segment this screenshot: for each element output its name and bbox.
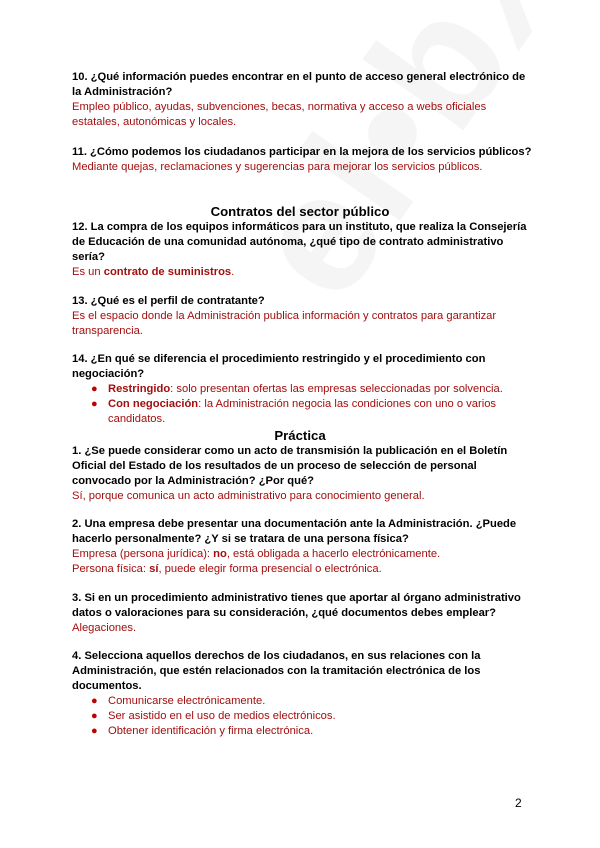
- question-10: [72, 70, 532, 130]
- list-item: [72, 724, 532, 739]
- bullet-dot-icon: ●: [91, 725, 98, 737]
- practice-question-4: [72, 649, 532, 739]
- answer-prefix: Persona física:: [72, 563, 150, 575]
- bullet-term: Restringido: [108, 383, 171, 395]
- answer-text: [72, 265, 532, 280]
- bullet-text: : solo presentan ofertas las empresas seleccionadas por solvencia.: [170, 383, 503, 395]
- question-13: [72, 294, 532, 339]
- answer-prefix: Es un: [72, 266, 104, 278]
- bullet-dot-icon: ●: [91, 398, 98, 410]
- bullet-text: Ser asistido en el uso de medios electrónicos.: [108, 710, 336, 722]
- practice-question-2: [72, 517, 532, 577]
- question-text: 14. ¿En qué se diferencia el procedimiento restringido y el procedimiento con negociación?: [72, 353, 486, 380]
- question-12: [72, 220, 532, 280]
- question-text: 10. ¿Qué información puedes encontrar en el punto de acceso general electrónico de la Administración?: [72, 71, 526, 98]
- answer-line-2: [72, 562, 532, 577]
- answer-suffix: .: [231, 266, 235, 278]
- list-item: [72, 694, 532, 709]
- page-number: 2: [515, 796, 522, 810]
- list-item: [72, 709, 532, 724]
- answer-suffix: , está obligada a hacerlo electrónicamente.: [226, 548, 441, 560]
- question-text: 11. ¿Cómo podemos los ciudadanos participar en la mejora de los servicios públicos?: [72, 146, 532, 158]
- question-14: [72, 352, 532, 427]
- section-heading-contratos: Contratos del sector público: [210, 204, 390, 219]
- bullet-text: Comunicarse electrónicamente.: [108, 695, 266, 707]
- answer-line-1: [72, 547, 532, 562]
- question-text: 1. ¿Se puede considerar como un acto de transmisión la publicación en el Boletín Oficial del Estado de los resultados de un proceso de selección de personal convocado por la Administración? ¿Por qué?: [72, 445, 508, 487]
- answer-text: Es el espacio donde la Administración publica información y contratos para garantizar transparencia.: [72, 310, 497, 337]
- practice-question-1: [72, 444, 532, 504]
- answer-prefix: Empresa (persona jurídica):: [72, 548, 214, 560]
- answer-bold: no: [213, 548, 227, 560]
- list-item: [72, 397, 532, 427]
- answer-text: Sí, porque comunica un acto administrativo para conocimiento general.: [72, 490, 425, 502]
- question-text: 12. La compra de los equipos informáticos para un instituto, que realiza la Consejería de Educación de una comunidad autónoma, ¿qué tipo de contrato administrativo sería?: [72, 221, 527, 263]
- answer-bold: sí: [149, 563, 159, 575]
- bullet-text: : la Administración negocia las condiciones con uno o varios candidatos.: [108, 398, 497, 425]
- question-text: 13. ¿Qué es el perfil de contratante?: [72, 295, 265, 307]
- answer-text: Alegaciones.: [72, 622, 137, 634]
- question-11: [72, 145, 532, 175]
- question-text: 2. Una empresa debe presentar una documentación ante la Administración. ¿Puede hacerlo personalmente? ¿Y si se tratara de una persona física?: [72, 518, 517, 545]
- question-text: 4. Selecciona aquellos derechos de los ciudadanos, en sus relaciones con la Administración, que estén relacionados con la tramitación electrónica de los documentos.: [72, 650, 481, 692]
- bullet-dot-icon: ●: [91, 710, 98, 722]
- bullet-list: [72, 382, 532, 427]
- answer-text: Mediante quejas, reclamaciones y sugerencias para mejorar los servicios públicos.: [72, 161, 483, 173]
- question-text: 3. Si en un procedimiento administrativo tienes que aportar al órgano administrativo datos o valoraciones para su consideración, ¿qué documentos debes emplear?: [72, 592, 521, 619]
- bullet-dot-icon: ●: [91, 695, 98, 707]
- answer-text: Empleo público, ayudas, subvenciones, becas, normativa y acceso a webs oficiales estatales, autonómicas y locales.: [72, 101, 487, 128]
- answer-bold: contrato de suministros: [103, 266, 232, 278]
- list-item: [72, 382, 532, 397]
- bullet-text: Obtener identificación y firma electrónica.: [108, 725, 314, 737]
- bullet-term: Con negociación: [108, 398, 199, 410]
- answer-suffix: , puede elegir forma presencial o electrónica.: [158, 563, 382, 575]
- section-heading-practica: Práctica: [274, 428, 326, 443]
- bullet-dot-icon: ●: [91, 383, 98, 395]
- bullet-list: [72, 694, 532, 739]
- practice-question-3: [72, 591, 532, 636]
